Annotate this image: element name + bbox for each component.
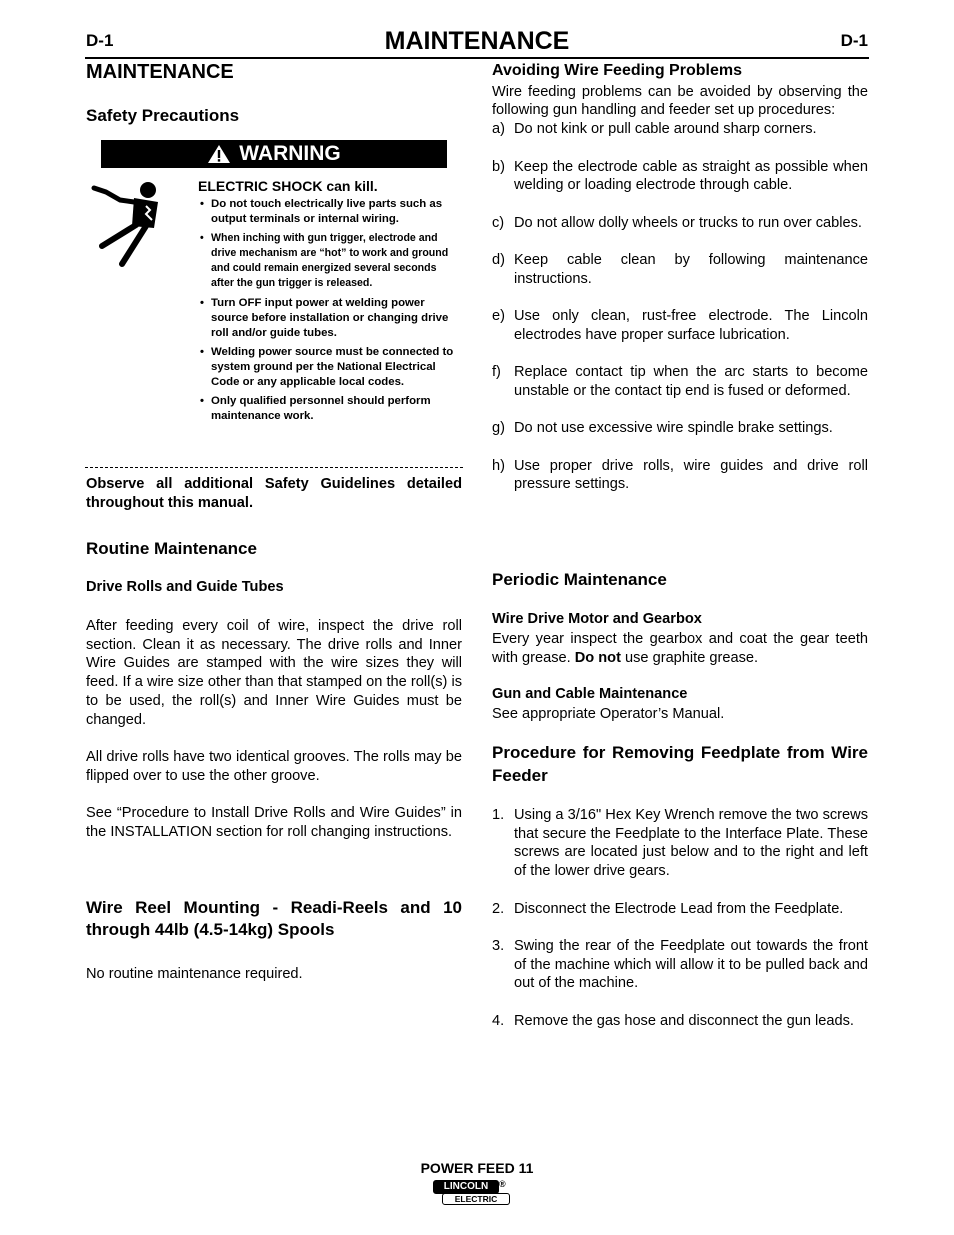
motor-text bbox=[492, 630, 868, 667]
avoid-item bbox=[492, 307, 868, 344]
step-text: Swing the rear of the Feedplate out towards the front of the machine which will allow it to be pulled back and out of the machine. bbox=[514, 937, 868, 992]
page-title: MAINTENANCE bbox=[384, 27, 570, 55]
procedure-step bbox=[492, 900, 868, 919]
avoid-item bbox=[492, 363, 868, 400]
observe-note: Observe all additional Safety Guidelines detailed throughout this manual. bbox=[86, 476, 462, 511]
page-code-right: D-1 bbox=[840, 31, 868, 50]
avoid-item bbox=[492, 214, 868, 233]
wire-reel-heading: Wire Reel Mounting - Readi-Reels and 10 through 44lb (4.5-14kg) Spools bbox=[86, 898, 462, 939]
routine-heading: Routine Maintenance bbox=[86, 539, 257, 558]
safety-heading: Safety Precautions bbox=[86, 106, 240, 125]
item-label: f) bbox=[492, 364, 501, 381]
item-label: e) bbox=[492, 308, 505, 325]
item-label: b) bbox=[492, 158, 505, 175]
warning-item: • Welding power source must be connected to system ground per the National Electrical Code or any applicable local codes. bbox=[198, 345, 462, 390]
electric-shock-icon bbox=[90, 180, 170, 270]
item-text: Do not kink or pull cable around sharp corners. bbox=[514, 121, 817, 138]
avoid-item bbox=[492, 158, 868, 195]
item-label: d) bbox=[492, 251, 505, 268]
motor-text-a: Every year inspect the gearbox and coat the gear teeth with grease. bbox=[492, 631, 868, 666]
gun-text: See appropriate Operator’s Manual. bbox=[492, 706, 725, 722]
item-text: Keep the electrode cable as straight as possible when welding or loading electrode through cable. bbox=[514, 158, 868, 194]
drive-rolls-heading: Drive Rolls and Guide Tubes bbox=[86, 579, 284, 595]
gun-heading: Gun and Cable Maintenance bbox=[492, 686, 688, 702]
header-rule bbox=[85, 57, 869, 59]
drive-rolls-paragraph-3: See “Procedure to Install Drive Rolls and Wire Guides” in the INSTALLATION section for roll changing instructions. bbox=[86, 805, 462, 840]
wire-reel-text: No routine maintenance required. bbox=[86, 966, 303, 982]
warning-triangle-icon bbox=[207, 144, 231, 164]
procedure-step bbox=[492, 937, 868, 993]
item-text: Use proper drive rolls, wire guides and drive roll pressure settings. bbox=[514, 457, 868, 493]
procedure-heading: Procedure for Removing Feedplate from Wire Feeder bbox=[492, 743, 868, 785]
item-label: a) bbox=[492, 121, 505, 138]
warning-item: • Do not touch electrically live parts such as output terminals or internal wiring. bbox=[198, 197, 462, 227]
drive-rolls-paragraph-2: All drive rolls have two identical grooves. The rolls may be flipped over to use the other groove. bbox=[86, 748, 462, 784]
avoid-intro: Wire feeding problems can be avoided by observing the following gun handling and feeder set up procedures: bbox=[492, 83, 868, 119]
warning-list bbox=[198, 197, 462, 428]
logo-bottom: ELECTRIC bbox=[442, 1193, 510, 1205]
item-text: Do not allow dolly wheels or trucks to run over cables. bbox=[514, 214, 862, 231]
footer-model: POWER FEED 11 bbox=[420, 1160, 534, 1176]
step-text: Remove the gas hose and disconnect the gun leads. bbox=[514, 1012, 854, 1029]
item-label: c) bbox=[492, 214, 505, 231]
step-text: Using a 3/16" Hex Key Wrench remove the two screws that secure the Feedplate to the Interface Plate. These screws are located just below and to the right and left of the lower drive gears. bbox=[514, 807, 868, 880]
warning-label: WARNING bbox=[239, 142, 341, 165]
avoid-item bbox=[492, 457, 868, 494]
procedure-list bbox=[492, 806, 868, 1030]
step-text: Disconnect the Electrode Lead from the Feedplate. bbox=[514, 900, 844, 917]
avoid-item bbox=[492, 419, 868, 438]
step-label: 1. bbox=[492, 807, 505, 823]
drive-rolls-paragraph-1: After feeding every coil of wire, inspect the drive roll section. Clean it as necessary. The drive rolls and Inner Wire Guides are stamped with the wire sizes they will feed. If a wire size other than that stamped on the roll(s) is to be used, the roll(s) and Inner Wire Guides must be changed. bbox=[86, 618, 462, 728]
logo-registered: ® bbox=[499, 1179, 506, 1189]
step-label: 3. bbox=[492, 937, 505, 954]
logo-top: LINCOLN bbox=[433, 1180, 499, 1194]
procedure-step bbox=[492, 1012, 868, 1031]
item-label: h) bbox=[492, 457, 505, 474]
step-label: 4. bbox=[492, 1012, 505, 1029]
motor-heading: Wire Drive Motor and Gearbox bbox=[492, 611, 702, 627]
item-text: Keep cable clean by following maintenance instructions. bbox=[514, 251, 868, 287]
avoid-heading: Avoiding Wire Feeding Problems bbox=[492, 62, 742, 79]
warning-item: • When inching with gun trigger, electrode and drive mechanism are “hot” to work and ground and could remain energized several seconds after the gun trigger is released. bbox=[198, 231, 462, 291]
procedure-step bbox=[492, 806, 868, 881]
avoid-list bbox=[492, 120, 868, 494]
avoid-item bbox=[492, 120, 868, 139]
periodic-heading: Periodic Maintenance bbox=[492, 570, 667, 589]
motor-text-b: use graphite grease. bbox=[620, 649, 759, 666]
lincoln-electric-logo bbox=[433, 1180, 513, 1208]
section-title: MAINTENANCE bbox=[86, 61, 234, 83]
warning-item: • Only qualified personnel should perform maintenance work. bbox=[198, 394, 462, 424]
step-label: 2. bbox=[492, 900, 505, 917]
page-code-left: D-1 bbox=[86, 31, 114, 50]
item-text: Do not use excessive wire spindle brake settings. bbox=[514, 420, 833, 437]
warning-item: • Turn OFF input power at welding power source before installation or changing drive roll and/or guide tubes. bbox=[198, 296, 462, 341]
item-label: g) bbox=[492, 420, 505, 437]
item-text: Replace contact tip when the arc starts to become unstable or the contact tip end is fused or deformed. bbox=[514, 364, 868, 399]
avoid-item bbox=[492, 251, 868, 288]
item-text: Use only clean, rust-free electrode. The Lincoln electrodes have proper surface lubrication. bbox=[514, 308, 868, 343]
motor-text-bold: Do not bbox=[574, 649, 621, 666]
electric-shock-title: ELECTRIC SHOCK can kill. bbox=[198, 178, 378, 194]
warning-banner bbox=[101, 140, 447, 168]
dashed-divider bbox=[85, 467, 463, 468]
